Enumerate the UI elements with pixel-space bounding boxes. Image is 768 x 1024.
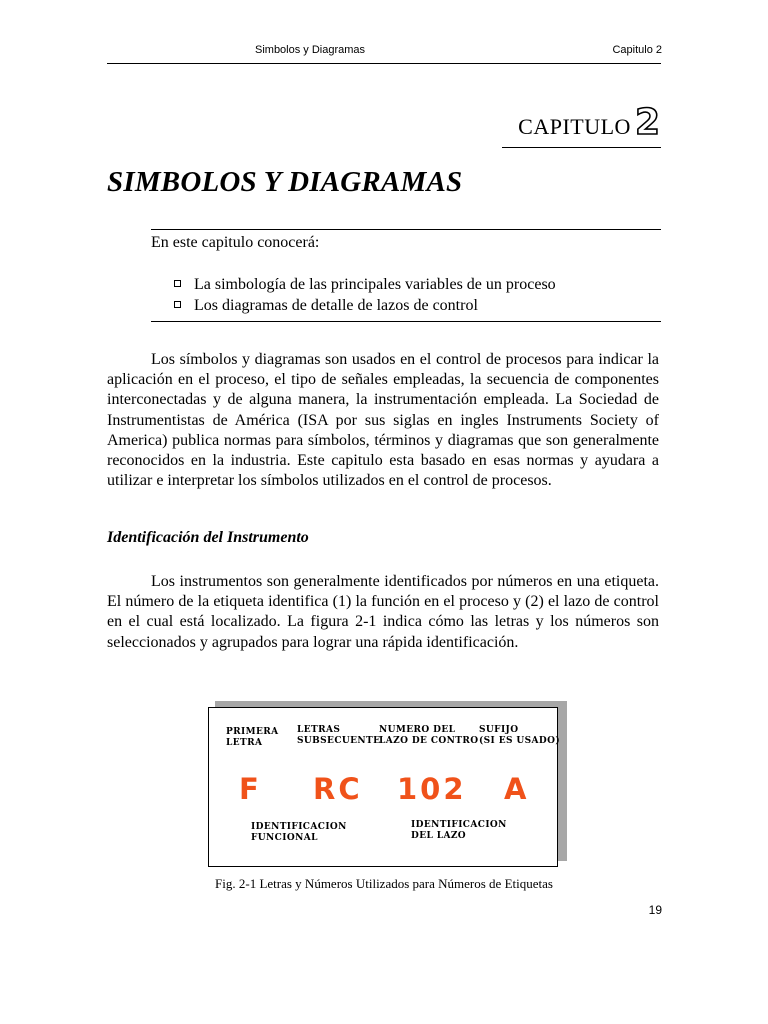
identification-paragraph: Los instrumentos son generalmente identificados por números en una etiqueta. El número de la etiqueta identifica (1) la función en el proceso y (2) el lazo de control en el cual está localizado. La figura 2-1 indica cómo las letras y los números son seleccionados y agrupados para lograr una rápida identificación. bbox=[107, 573, 659, 651]
label-loop-number: NUMERO DEL LAZO DE CONTRO bbox=[379, 725, 479, 746]
square-bullet-icon bbox=[174, 280, 181, 287]
label-first-letter: PRIMERA LETRA bbox=[226, 727, 279, 748]
header-divider bbox=[107, 63, 661, 64]
code-first-letter: F bbox=[239, 772, 262, 806]
chapter-number: 2 bbox=[634, 102, 660, 143]
chapter-label bbox=[518, 102, 660, 143]
code-suffix: A bbox=[504, 772, 530, 806]
objectives-intro: En este capitulo conocerá: bbox=[151, 234, 320, 251]
running-header-chapter: Capitulo 2 bbox=[612, 44, 662, 56]
code-loop-number: 102 bbox=[397, 772, 467, 806]
intro-paragraph: Los símbolos y diagramas son usados en el control de procesos para indicar la aplicación en el proceso, el tipo de señales empleadas, la secuencia de componentes interconectadas y de alguna manera, la instrumentación empleada. La Sociedad de Instrumentistas de América (ISA por sus siglas en ingles Instruments Society of America) publica normas para símbolos, términos y diagramas que son generalmente reconocidos en la industria. Este capitulo esta basado en esas normas y ayudara a utilizar e interpretar los símbolos utilizados en el control de procesos. bbox=[107, 351, 659, 490]
running-header-title: Simbolos y Diagramas bbox=[255, 44, 366, 56]
objective-text: Los diagramas de detalle de lazos de control bbox=[194, 297, 478, 314]
square-bullet-icon bbox=[174, 301, 181, 308]
objective-item bbox=[174, 276, 556, 294]
objectives-top-rule bbox=[151, 229, 661, 230]
label-loop-id: IDENTIFICACION DEL LAZO bbox=[411, 820, 507, 841]
label-functional-id: IDENTIFICACION FUNCIONAL bbox=[251, 822, 347, 843]
chapter-title: SIMBOLOS Y DIAGRAMAS bbox=[107, 166, 463, 198]
objectives-bottom-rule bbox=[151, 321, 661, 322]
section-subheading: Identificación del Instrumento bbox=[107, 529, 309, 546]
label-suffix: SUFIJO (SI ES USADO) bbox=[479, 725, 561, 746]
code-subsequent-letters: RC bbox=[313, 772, 363, 806]
figure-caption: Fig. 2-1 Letras y Números Utilizados para Números de Etiquetas bbox=[215, 876, 553, 891]
objective-item bbox=[174, 297, 478, 315]
chapter-divider bbox=[502, 147, 661, 148]
chapter-word: CAPITULO bbox=[518, 114, 631, 139]
tag-figure bbox=[208, 707, 561, 867]
label-subsequent-letters: LETRAS SUBSECUENTE bbox=[297, 725, 381, 746]
objective-text: La simbología de las principales variables de un proceso bbox=[194, 276, 556, 293]
page-number: 19 bbox=[648, 903, 662, 917]
